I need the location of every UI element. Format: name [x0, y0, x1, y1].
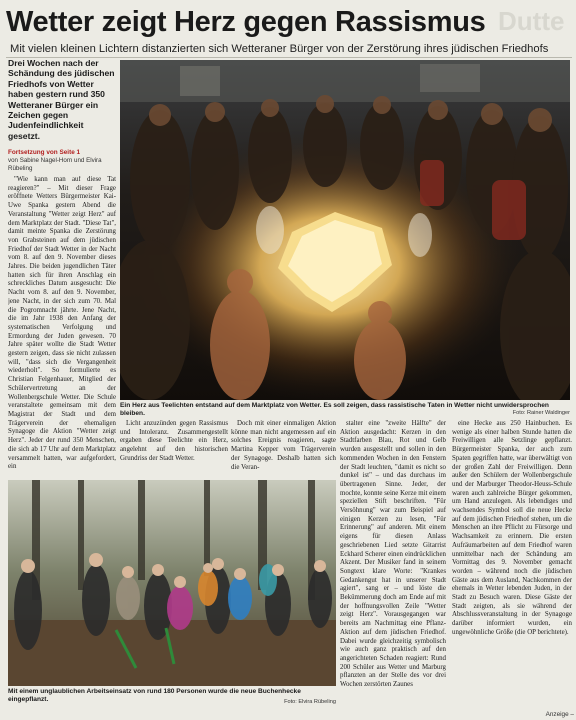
- article-column-1: [8, 176, 116, 476]
- continued-marker: Fortsetzung von Seite 1: [8, 149, 81, 156]
- column-5-text: eine Hecke aus 250 Hainbuchen. Es wenige als einer halben Stunde hatten die Freiwilligen alle Setzlinge gepflanzt. Bürgermeister Spanka, der auch zum Spaten gegriffen hatte, war überwältigt von der großen Zahl der Freiwilligen. Denn außer den Schülern der Wollenbergschule und der Marburger Theodor-Heuss-Schule waren auch zahlreiche Bürger gekommen, um Hand anzulegen. Als lebendiges und wachsendes Symbol soll die neue Hecke auf dem jüdischen Friedhof stehen, um die Menschen an ihre Pflicht zu Fürsorge und Wachsamkeit zu erinnern. Die ersten Aufräumarbeiten auf dem Friedhof waren unmittelbar nach der Schändung am Vormittag des 9. November gemacht worden – während noch die jüdischen Gäste aus dem Ausland, Nachkommen der ehemals in Wetter lebenden Juden, in der Stadt zu Besuch waren. Diese Gäste der Stadt zeigten, als sie während der Abschlussveranstaltung in der Synagoge darüber informiert wurden, ein ungewöhnliche Größe (die OP berichtete).: [452, 420, 572, 636]
- column-3-text: Doch mit einer einmaligen Aktion könne man nicht angemessen auf ein solches Ereignis reagieren, sagte Martina Kepper vom Trägerverein der Synagoge. Deshalb hatten sich die Veran-: [231, 420, 336, 471]
- main-photo-caption: Ein Herz aus Teelichten entstand auf dem Marktplatz von Wetter. Es soll zeigen, dass rassistische Taten in Wetter nicht unwidersprochen bleiben.: [120, 402, 549, 417]
- main-photo-credit: Foto: Rainer Waldinger: [512, 410, 570, 416]
- column-1-text: "Wie kann man auf diese Tat reagieren?" – Mit dieser Frage eröffnete Wetters Bürgermeister Kai-Uwe Spanka gestern Abend die Veranstaltung "Wetter zeigt Herz" auf dem Marktplatz der Stadt. "Diese Tat", damit meinte Spanka die Zerstörung von Grabsteinen auf dem jüdischen Friedhof der Stadt Wetter in der Nacht vom 8. auf den 9. November dieses Jahres. Die beiden jugendlichen Täter hatten sich für ihren Anschlag ein schreckliches Datum ausgesucht: Die Nacht vom 8. auf den 9. November, jene Nacht, in der sich zum 70. Mal die Pogromnacht jährte. Jene Nacht, die im Jahr 1938 den Anfang der systematischen Verfolgung und Ermordung der Juden gewesen. 70 Jahre später wollte die Stadt Wetter gestern zeigen, dass sie nicht zulassen will, "dass sich die Vergangenheit wiederholt". So formulierte es Christian Felgenhauer, Mitglied der Schülervertretung an der Wollenbergschule Wetter. Die Schule veranstaltete gemeinsam mit dem Magistrat der Stadt und dem Trägerverein der ehemaligen Synagoge die Aktion "Wetter zeigt Herz". Jeder der rund 350 Menschen, die sich ab 17 Uhr auf dem Marktplatz versammelt hatten, war aufgefordert, ein: [8, 176, 116, 471]
- subheadline: Mit vielen kleinen Lichtern distanzierten sich Wetteraner Bürger von der Zerstörung ihres jüdischen Friedhofs: [10, 43, 549, 55]
- adjacent-headline-fragment: Dutte: [498, 6, 565, 36]
- page-headline: Wetter zeigt Herz gegen Rassismus: [6, 6, 486, 38]
- advertisement-marker: Anzeige –: [545, 711, 574, 718]
- candle-heart-scene: [120, 60, 570, 400]
- planting-scene: [8, 480, 336, 686]
- article-column-3: [231, 420, 336, 476]
- planting-photo-credit: Foto: Elvira Rübeling: [284, 699, 336, 705]
- column-2-text: Licht anzuzünden gegen Rassismus und Intoleranz. Zusammengestellt ergaben diese Teelichte ein Herz, angelehnt auf den historischen Grundriss der Stadt Wetter.: [120, 420, 228, 462]
- article-column-2: [120, 420, 228, 476]
- article-column-4: [340, 420, 446, 708]
- main-photo-candle-heart: [120, 60, 570, 400]
- article-column-5: [452, 420, 572, 708]
- byline: von Sabine Nagel-Horn und Elvira Rübeling: [8, 157, 102, 172]
- lead-paragraph: Drei Wochen nach der Schändung des jüdischen Friedhofs von Wetter haben gestern rund 350 Wetteraner Bürger ein Zeichen gegen Judenfeindlichkeit gesetzt.: [8, 58, 115, 141]
- planting-photo: [8, 480, 336, 686]
- planting-photo-caption: Mit einem unglaublichen Arbeitseinsatz von rund 180 Personen wurde die neue Buchenhecke eingepflanzt.: [8, 688, 301, 703]
- column-4-text: stalter eine "zweite Hälfte" der Aktion ausgedacht: Kerzen in den Stadtfarben Blau, Rot und Gelb wurden ausgestellt und sollen in den kommenden Wochen in den Fenstern der Stadt leuchten, "damit es nicht so dunkel ist" – und das durchaus im übertragenen Sinne. Jeder, der mochte, konnte seine Kerze mit einem speziellen Stift beschriften. "Für Versöhnung" war zum Beispiel auf einigen Kerzen zu lesen, "Für Erinnerung" auf anderen. Mit einem eigens für diesen Anlass geschriebenen Lied setzte Gitarrist Eckhard Scherer einen eindrücklichen Akzent. Der Musiker fand in seinem Songtext klare Worte: "Krankes Gedankengut hat in unserer Stadt agiert", sang er – und löste die Bekümmerung doch am Ende auf mit der hoffnungsvollen Zeile "Wetter zeigt Herz". Vorausgegangen war bereits am Nachmittag eine Pflanz-Aktion auf dem jüdischen Friedhof. Dabei wurde gleichzeitig symbolisch wie auch ganz praktisch auf den angerichteten Schaden reagiert: Rund 200 Schüler aus Wetter und Marburg pflanzten an der Stelle des vor drei Wochen zerstörten Zaunes: [340, 420, 446, 689]
